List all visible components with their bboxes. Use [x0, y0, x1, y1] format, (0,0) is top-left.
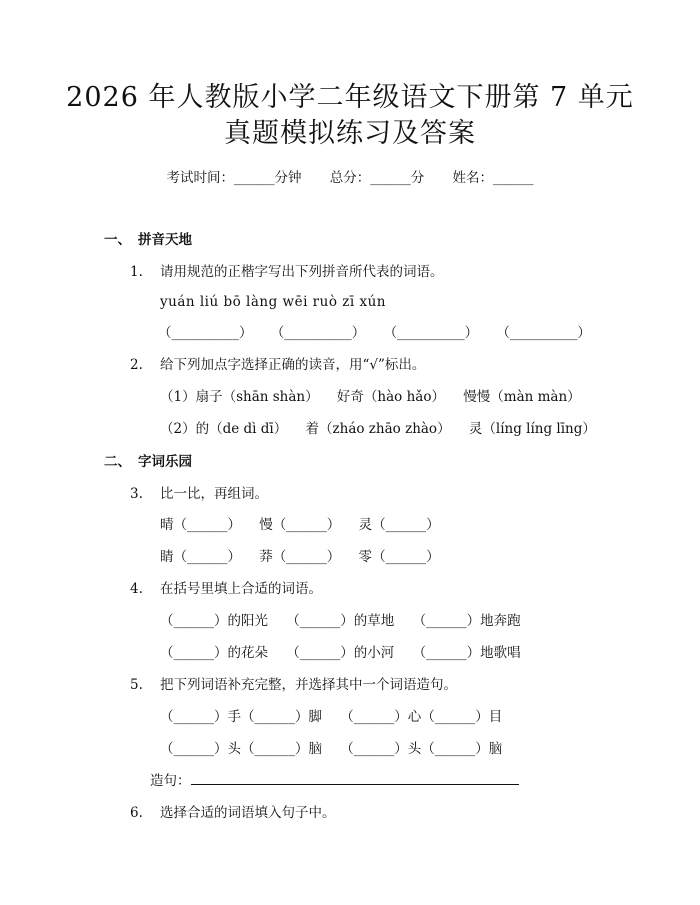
- word-blank[interactable]: 晴（______）: [160, 517, 241, 533]
- question-5: [130, 675, 457, 695]
- question-number: 6.: [130, 805, 143, 821]
- idiom-blank[interactable]: （______）手（______）脚: [160, 709, 322, 725]
- sentence-input-line[interactable]: [191, 771, 519, 785]
- student-name: 姓名：______: [452, 170, 534, 186]
- section-number: 一、: [104, 232, 131, 248]
- page-title-line-1: 2026 年人教版小学二年级语文下册第 7 单元: [66, 82, 634, 113]
- q5-sentence-row: [150, 771, 519, 791]
- question-text: 给下列加点字选择正确的读音，用“√”标出。: [160, 357, 426, 373]
- question-text: 请用规范的正楷字写出下列拼音所代表的词语。: [160, 264, 444, 280]
- page-title-line-2: 真题模拟练习及答案: [224, 118, 476, 149]
- question-1: [130, 262, 444, 282]
- reading-choice[interactable]: 灵（líng líng līng）: [468, 421, 596, 437]
- section-number: 二、: [104, 454, 131, 470]
- question-number: 2.: [130, 357, 143, 373]
- phrase-blank[interactable]: （______）的草地: [286, 613, 395, 629]
- word-blank[interactable]: 莽（______）: [259, 549, 341, 565]
- reading-choice[interactable]: 好奇（hào hǎo）: [336, 389, 445, 405]
- word-blank[interactable]: 睛（______）: [160, 549, 241, 565]
- section-title: 拼音天地: [138, 232, 192, 248]
- q4-row-1: [160, 611, 521, 631]
- question-text: 选择合适的词语填入句子中。: [160, 805, 336, 821]
- q1-answer-row: [158, 323, 591, 343]
- section-title: 字词乐园: [138, 454, 192, 470]
- question-6: [130, 803, 336, 823]
- answer-blank[interactable]: （__________）: [270, 325, 366, 341]
- q3-row-1: [160, 515, 440, 535]
- exam-meta: [0, 168, 700, 188]
- phrase-blank[interactable]: （______）的花朵: [160, 645, 268, 661]
- question-text: 在括号里填上合适的词语。: [160, 581, 322, 597]
- reading-choice[interactable]: 着（zháo zhāo zhào）: [305, 421, 451, 437]
- q3-row-2: [160, 547, 440, 567]
- question-number: 4.: [130, 581, 143, 597]
- q5-row-1: [160, 707, 502, 727]
- phrase-blank[interactable]: （______）的小河: [286, 645, 395, 661]
- q5-row-2: [160, 739, 502, 759]
- phrase-blank[interactable]: （______）地奔跑: [412, 613, 521, 629]
- word-blank[interactable]: 灵（______）: [358, 517, 440, 533]
- question-3: [130, 484, 268, 504]
- idiom-blank[interactable]: （______）头（______）脑: [340, 741, 503, 757]
- q2-row-2: [160, 419, 596, 439]
- question-number: 3.: [130, 486, 143, 502]
- question-2: [130, 355, 425, 375]
- idiom-blank[interactable]: （______）头（______）脑: [160, 741, 322, 757]
- sentence-label: 造句：: [150, 773, 191, 789]
- question-number: 5.: [130, 677, 143, 693]
- word-blank[interactable]: 零（______）: [358, 549, 440, 565]
- answer-blank[interactable]: （__________）: [383, 325, 479, 341]
- phrase-blank[interactable]: （______）地歌唱: [412, 645, 521, 661]
- reading-choice[interactable]: （2）的（de dì dī）: [160, 421, 288, 437]
- question-text: 比一比，再组词。: [160, 486, 268, 502]
- question-number: 1.: [130, 264, 143, 280]
- section-heading-1: [104, 230, 192, 250]
- word-blank[interactable]: 慢（______）: [259, 517, 341, 533]
- q2-row-1: [160, 387, 581, 407]
- question-4: [130, 579, 322, 599]
- phrase-blank[interactable]: （______）的阳光: [160, 613, 268, 629]
- answer-blank[interactable]: （__________）: [158, 325, 253, 341]
- reading-choice[interactable]: 慢慢（màn màn）: [463, 389, 581, 405]
- question-text: 把下列词语补充完整，并选择其中一个词语造句。: [160, 677, 457, 693]
- exam-time: 考试时间：______分钟: [166, 170, 302, 186]
- idiom-blank[interactable]: （______）心（______）目: [340, 709, 503, 725]
- answer-blank[interactable]: （__________）: [496, 325, 591, 341]
- reading-choice[interactable]: （1）扇子（shān shàn）: [160, 389, 319, 405]
- q1-pinyin: yuán liú bō làng wēi ruò zī xún: [160, 294, 386, 310]
- q4-row-2: [160, 643, 521, 663]
- section-heading-2: [104, 452, 192, 472]
- exam-total-score: 总分：______分: [329, 170, 425, 186]
